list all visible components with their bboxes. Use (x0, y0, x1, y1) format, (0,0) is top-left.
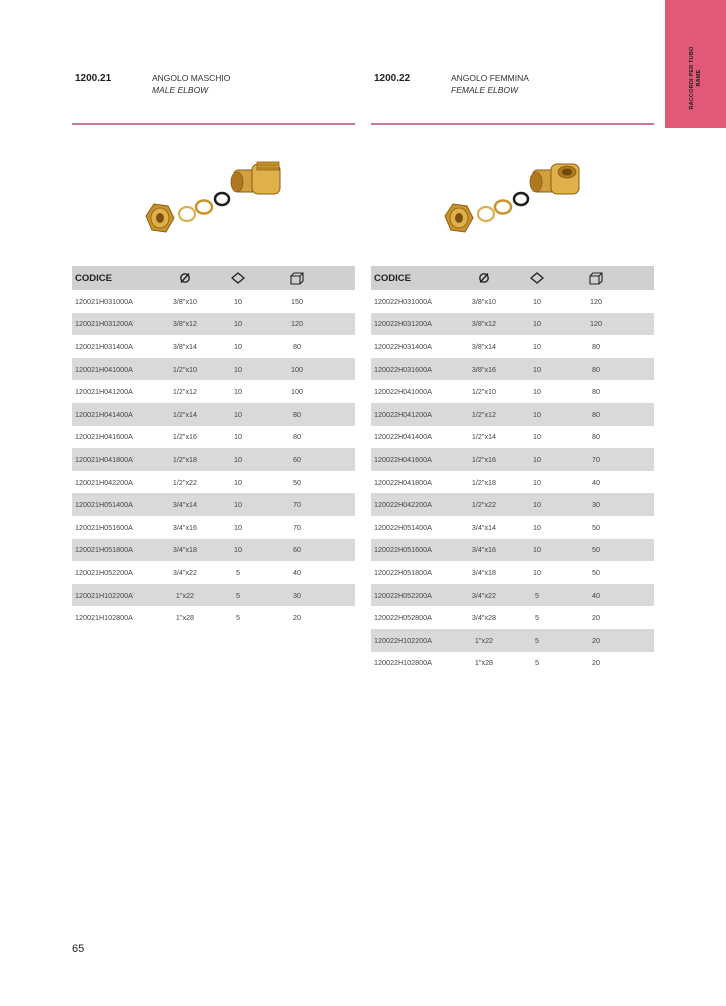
table-row (371, 290, 654, 313)
box-qty-cell: 70 (592, 454, 600, 464)
male-elbow-photo (112, 132, 322, 260)
box-icon (561, 272, 631, 285)
product-code-cell: 120022H041000A (374, 387, 432, 397)
table-row (72, 426, 355, 449)
section-tab-line2: RAME (695, 69, 702, 87)
header-divider (72, 123, 355, 125)
product-code-cell: 120022H041200A (374, 409, 432, 419)
product-code-cell: 120021H041600A (75, 432, 133, 442)
table-row (72, 448, 355, 471)
pack-qty-cell: 10 (234, 477, 242, 487)
table-row (72, 313, 355, 336)
product-name-english: MALE ELBOW (152, 85, 209, 95)
size-cell: 3/8"x12 (172, 319, 198, 329)
product-code-cell: 120022H031200A (374, 319, 432, 329)
size-cell: 1/2"x22 (471, 500, 497, 510)
box-qty-cell: 20 (592, 658, 600, 668)
size-cell: 3/4"x22 (172, 567, 198, 577)
size-cell: 3/8"x14 (471, 341, 497, 351)
table-body (371, 290, 654, 674)
table-row (72, 403, 355, 426)
pack-qty-cell: 5 (236, 567, 240, 577)
box-qty-cell: 40 (293, 567, 301, 577)
box-qty-cell: 100 (291, 387, 303, 397)
compression-nut (146, 204, 174, 232)
pack-qty-cell: 10 (234, 319, 242, 329)
pack-qty-cell: 10 (533, 341, 541, 351)
pack-qty-cell: 10 (234, 500, 242, 510)
box-qty-cell: 20 (592, 613, 600, 623)
page-number: 65 (72, 943, 85, 955)
pack-qty-cell: 10 (234, 545, 242, 555)
box-qty-cell: 80 (592, 432, 600, 442)
size-cell: 3/4"x22 (471, 590, 497, 600)
product-header (72, 72, 355, 102)
table-row (371, 471, 654, 494)
size-cell: 1/2"x12 (172, 387, 198, 397)
product-code-cell: 120021H041200A (75, 387, 133, 397)
size-cell: 3/4"x14 (471, 522, 497, 532)
box-qty-cell: 80 (293, 432, 301, 442)
box-qty-cell: 150 (291, 296, 303, 306)
product-code-cell: 120021H041000A (75, 364, 133, 374)
size-cell: 3/4"x16 (471, 545, 497, 555)
pack-qty-cell: 10 (234, 432, 242, 442)
product-code-cell: 120021H042200A (75, 477, 133, 487)
product-code-cell: 120021H041800A (75, 454, 133, 464)
pack-qty-cell: 10 (234, 341, 242, 351)
table-row (72, 290, 355, 313)
column-header-code: CODICE (75, 272, 112, 284)
box-qty-cell: 80 (592, 409, 600, 419)
box-qty-cell: 80 (592, 387, 600, 397)
section-tab-line1: RACCORDI PER TUBO (688, 46, 695, 110)
box-qty-cell: 80 (293, 341, 301, 351)
box-qty-cell: 50 (592, 545, 600, 555)
size-cell: 1/2"x16 (172, 432, 198, 442)
product-code-cell: 120021H031000A (75, 296, 133, 306)
column-header-code: CODICE (374, 272, 411, 284)
table-body (72, 290, 355, 629)
pack-qty-cell: 10 (533, 364, 541, 374)
box-qty-cell: 60 (293, 454, 301, 464)
size-cell: 3/8"x10 (172, 296, 198, 306)
product-code-cell: 120022H041800A (374, 477, 432, 487)
pack-qty-cell: 10 (533, 500, 541, 510)
box-qty-cell: 50 (293, 477, 301, 487)
table-row (371, 652, 654, 675)
table-row (371, 561, 654, 584)
product-header (371, 72, 654, 102)
product-code-cell: 120021H102800A (75, 613, 133, 623)
size-cell: 3/4"x18 (471, 567, 497, 577)
size-cell: 1/2"x10 (471, 387, 497, 397)
size-cell: 3/4"x14 (172, 500, 198, 510)
size-cell: 1/2"x18 (471, 477, 497, 487)
pack-qty-cell: 10 (234, 296, 242, 306)
pack-qty-cell: 5 (535, 613, 539, 623)
product-table (371, 266, 654, 674)
product-code-cell: 120022H051600A (374, 545, 432, 555)
pack-qty-cell: 10 (533, 477, 541, 487)
box-qty-cell: 60 (293, 545, 301, 555)
table-row (72, 516, 355, 539)
product-code-cell: 120021H051800A (75, 545, 133, 555)
table-row (72, 493, 355, 516)
pack-qty-cell: 10 (533, 432, 541, 442)
product-table (72, 266, 355, 629)
size-cell: 1/2"x12 (471, 409, 497, 419)
elbow-body (231, 162, 280, 194)
box-qty-cell: 80 (293, 409, 301, 419)
box-qty-cell: 40 (592, 590, 600, 600)
table-row (72, 335, 355, 358)
box-icon (262, 272, 332, 285)
product-code-cell: 120022H042200A (374, 500, 432, 510)
box-qty-cell: 20 (592, 635, 600, 645)
pack-qty-cell: 5 (535, 658, 539, 668)
table-row (371, 539, 654, 562)
product-code-cell: 120022H041400A (374, 432, 432, 442)
table-row (371, 448, 654, 471)
product-code-cell: 120022H031400A (374, 341, 432, 351)
pack-qty-cell: 10 (533, 296, 541, 306)
size-cell: 3/4"x18 (172, 545, 198, 555)
table-row (72, 380, 355, 403)
size-cell: 1/2"x14 (172, 409, 198, 419)
table-row (371, 380, 654, 403)
table-row (371, 606, 654, 629)
product-code: 1200.22 (374, 73, 411, 84)
pack-qty-cell: 10 (533, 522, 541, 532)
product-code-cell: 120021H051600A (75, 522, 133, 532)
female-elbow-photo (411, 132, 621, 260)
box-qty-cell: 80 (592, 341, 600, 351)
product-name-english: FEMALE ELBOW (451, 85, 519, 95)
pack-qty-cell: 10 (533, 567, 541, 577)
diameter-icon (457, 272, 511, 284)
pack-qty-cell: 10 (533, 319, 541, 329)
table-header-row (72, 266, 355, 290)
table-row (72, 358, 355, 381)
product-code-cell: 120021H031200A (75, 319, 133, 329)
pack-qty-cell: 5 (535, 635, 539, 645)
pack-qty-cell: 5 (535, 590, 539, 600)
box-qty-cell: 20 (293, 613, 301, 623)
pack-qty-cell: 10 (533, 454, 541, 464)
pack-qty-cell: 10 (533, 545, 541, 555)
product-code-cell: 120022H031000A (374, 296, 432, 306)
diameter-icon (158, 272, 212, 284)
product-code-cell: 120021H051400A (75, 500, 133, 510)
box-qty-cell: 100 (291, 364, 303, 374)
size-cell: 3/8"x10 (471, 296, 497, 306)
pack-qty-cell: 10 (234, 522, 242, 532)
section-tab (665, 0, 726, 128)
pack-qty-cell: 10 (234, 387, 242, 397)
size-cell: 3/4"x16 (172, 522, 198, 532)
elbow-body (530, 164, 579, 194)
pack-qty-cell: 10 (234, 454, 242, 464)
size-cell: 1/2"x10 (172, 364, 198, 374)
table-row (371, 493, 654, 516)
size-cell: 3/8"x14 (172, 341, 198, 351)
section-tab-label (689, 23, 703, 133)
box-qty-cell: 40 (592, 477, 600, 487)
table-row (371, 516, 654, 539)
table-row (371, 426, 654, 449)
product-code-cell: 120022H052200A (374, 590, 432, 600)
product-code-cell: 120022H031600A (374, 364, 432, 374)
pack-qty-cell: 10 (533, 409, 541, 419)
box-qty-cell: 30 (293, 590, 301, 600)
box-qty-cell: 120 (291, 319, 303, 329)
box-qty-cell: 50 (592, 522, 600, 532)
product-code-cell: 120022H051800A (374, 567, 432, 577)
size-cell: 3/8"x16 (471, 364, 497, 374)
table-row (72, 606, 355, 629)
package-diamond-icon (224, 272, 252, 284)
product-code-cell: 120021H041400A (75, 409, 133, 419)
table-row (371, 313, 654, 336)
box-qty-cell: 70 (293, 500, 301, 510)
product-code-cell: 120022H041600A (374, 454, 432, 464)
product-code-cell: 120022H102800A (374, 658, 432, 668)
size-cell: 1/2"x14 (471, 432, 497, 442)
product-code-cell: 120021H102200A (75, 590, 133, 600)
table-row (371, 358, 654, 381)
product-code: 1200.21 (75, 73, 112, 84)
table-row (72, 561, 355, 584)
size-cell: 3/8"x12 (471, 319, 497, 329)
size-cell: 3/4"x28 (471, 613, 497, 623)
pack-qty-cell: 10 (533, 387, 541, 397)
pack-qty-cell: 10 (234, 409, 242, 419)
product-code-cell: 120022H051400A (374, 522, 432, 532)
box-qty-cell: 50 (592, 567, 600, 577)
size-cell: 1/2"x18 (172, 454, 198, 464)
size-cell: 1/2"x22 (172, 477, 198, 487)
table-row (371, 403, 654, 426)
product-code-cell: 120021H031400A (75, 341, 133, 351)
size-cell: 1"x28 (474, 658, 494, 668)
header-divider (371, 123, 654, 125)
box-qty-cell: 30 (592, 500, 600, 510)
pack-qty-cell: 5 (236, 613, 240, 623)
size-cell: 1/2"x16 (471, 454, 497, 464)
product-name-italian: ANGOLO FEMMINA (451, 73, 529, 83)
product-code-cell: 120022H052800A (374, 613, 432, 623)
table-row (72, 539, 355, 562)
product-name-italian: ANGOLO MASCHIO (152, 73, 231, 83)
table-header-row (371, 266, 654, 290)
size-cell: 1"x22 (175, 590, 195, 600)
compression-nut (445, 204, 473, 232)
pack-qty-cell: 10 (234, 364, 242, 374)
pack-qty-cell: 5 (236, 590, 240, 600)
box-qty-cell: 70 (293, 522, 301, 532)
box-qty-cell: 80 (592, 364, 600, 374)
product-code-cell: 120021H052200A (75, 567, 133, 577)
table-row (72, 471, 355, 494)
table-row (371, 584, 654, 607)
size-cell: 1"x22 (474, 635, 494, 645)
box-qty-cell: 120 (590, 296, 602, 306)
package-diamond-icon (523, 272, 551, 284)
size-cell: 1"x28 (175, 613, 195, 623)
table-row (371, 629, 654, 652)
product-code-cell: 120022H102200A (374, 635, 432, 645)
table-row (371, 335, 654, 358)
table-row (72, 584, 355, 607)
box-qty-cell: 120 (590, 319, 602, 329)
